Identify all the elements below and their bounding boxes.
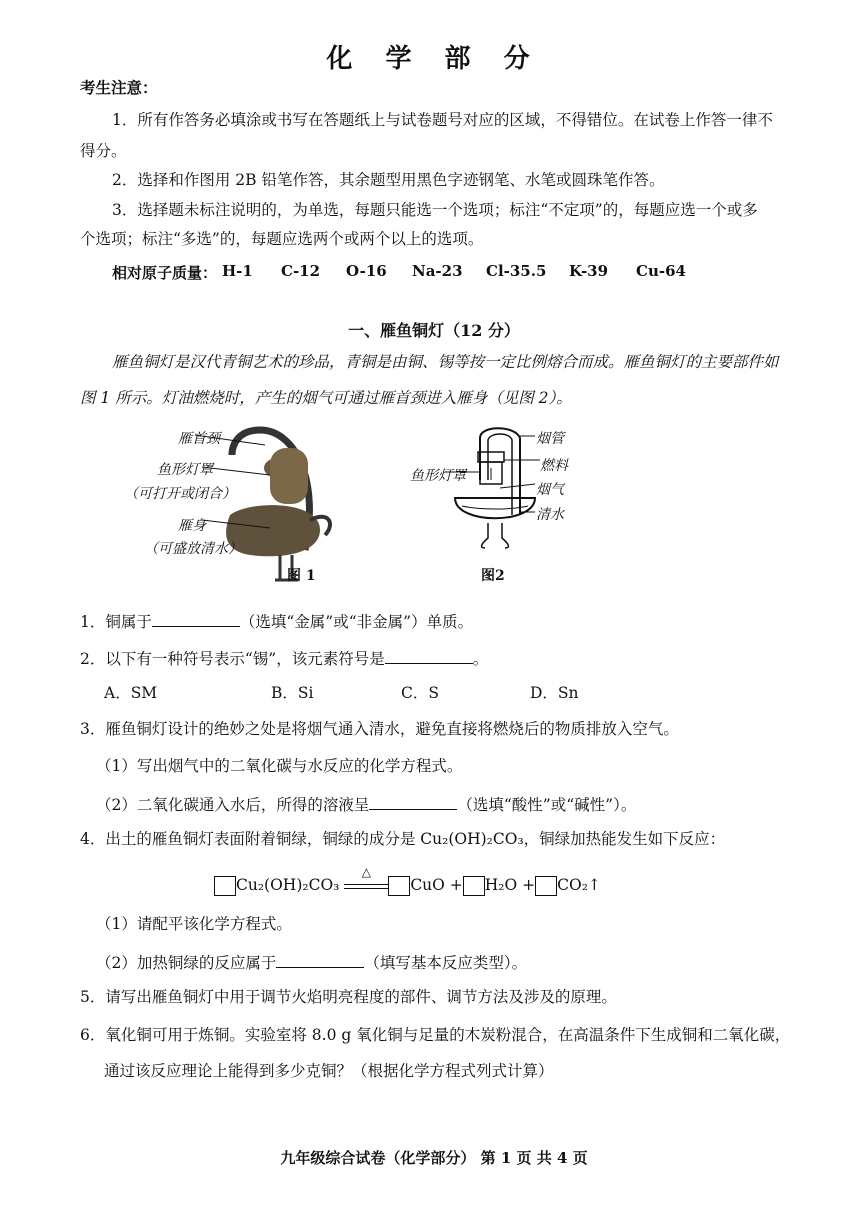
q2-option-b[interactable]: B．Si <box>271 684 314 702</box>
q4-equation <box>214 865 601 896</box>
figure-2-caption: 图2 <box>481 568 505 584</box>
atomic-mass-na: Na-23 <box>412 262 463 280</box>
eq-arrow <box>344 865 388 894</box>
q4-sub-1: （1）请配平该化学方程式。 <box>96 915 292 933</box>
notice-heading: 考生注意： <box>80 78 158 97</box>
q3-sub-2-stem: （2）二氧化碳通入水后，所得的溶液呈 <box>96 796 370 814</box>
q1-stem-end: （选填“金属”或“非金属”）单质。 <box>239 613 474 631</box>
fig1-label-body-note: （可盛放清水） <box>144 541 242 557</box>
fig1-label-shade: 鱼形灯罩 <box>157 462 213 478</box>
eq-product-2: H₂O + <box>484 876 536 894</box>
fig2-label-fuel: 燃料 <box>540 458 568 474</box>
q2-option-d[interactable]: D．Sn <box>530 684 579 702</box>
atomic-mass-o: O-16 <box>346 262 387 280</box>
figure-2 <box>440 420 550 555</box>
atomic-mass-cl: Cl-35.5 <box>486 262 547 280</box>
q4-answer-blank[interactable] <box>276 953 364 968</box>
eq-product-1: CuO + <box>410 876 463 894</box>
q3-sub-1: （1）写出烟气中的二氧化碳与水反应的化学方程式。 <box>96 757 463 775</box>
figure-1-caption: 图 1 <box>287 568 316 584</box>
atomic-mass-label: 相对原子质量： <box>112 264 218 282</box>
eq-reactant: Cu₂(OH)₂CO₃ <box>236 876 340 894</box>
q4-sub-2-stem: （2）加热铜绿的反应属于 <box>96 954 277 972</box>
fig2-label-pipe: 烟管 <box>536 431 564 447</box>
fig1-label-neck: 雁首颈 <box>178 431 220 447</box>
equals-sign <box>344 884 388 889</box>
fig1-label-body: 雁身 <box>178 518 206 534</box>
q2-option-c[interactable]: C．S <box>401 684 439 702</box>
q4-sub-2 <box>96 953 527 972</box>
q2-option-a[interactable]: A．SM <box>104 684 158 702</box>
notice-item-2: 2．选择和作图用 2B 铅笔作答，其余题型用黑色字迹钢笔、水笔或圆珠笔作答。 <box>112 171 665 189</box>
q2-stem: 2．以下有一种符号表示“锡”，该元素符号是 <box>80 650 385 668</box>
intro-line-2: 图 1 所示。灯油燃烧时，产生的烟气可通过雁首颈进入雁身（见图 2）。 <box>80 389 572 407</box>
page-title: 化 学 部 分 <box>326 44 542 74</box>
lamp-section-diagram <box>440 420 550 555</box>
notice-item-1-cont: 得分。 <box>80 142 127 160</box>
notice-item-3: 3．选择题未标注说明的，为单选，每题只能选一个选项；标注“不定项”的，每题应选一个或多 <box>112 201 758 219</box>
coef-box-3[interactable] <box>463 876 485 896</box>
atomic-mass-k: K-39 <box>569 262 609 280</box>
coef-box-1[interactable] <box>214 876 236 896</box>
intro-line-1: 雁鱼铜灯是汉代青铜艺术的珍品，青铜是由铜、锡等按一定比例熔合而成。雁鱼铜灯的主要部件如 <box>112 353 779 371</box>
q3-sub-2 <box>96 795 636 814</box>
question-5: 5．请写出雁鱼铜灯中用于调节火焰明亮程度的部件、调节方法及涉及的原理。 <box>80 988 617 1006</box>
q2-stem-end: 。 <box>472 650 489 668</box>
notice-item-3-cont: 个选项；标注“多选”的，每题应选两个或两个以上的选项。 <box>80 230 484 248</box>
coef-box-2[interactable] <box>388 876 410 896</box>
q3-sub-2-end: （选填“酸性”或“碱性”）。 <box>457 796 637 814</box>
fig2-label-smoke: 烟气 <box>536 482 564 498</box>
question-3: 3．雁鱼铜灯设计的绝妙之处是将烟气通入清水，避免直接将燃烧后的物质排放入空气。 <box>80 720 679 738</box>
fig1-label-shade-note: （可打开或闭合） <box>124 486 236 502</box>
question-2 <box>80 649 488 668</box>
q1-stem: 1．铜属于 <box>80 613 152 631</box>
question-6-cont: 通过该反应理论上能得到多少克铜？（根据化学方程式列式计算） <box>104 1062 554 1080</box>
q4-sub-2-end: （填写基本反应类型）。 <box>364 954 528 972</box>
coef-box-4[interactable] <box>535 876 557 896</box>
heat-symbol: △ <box>361 865 371 879</box>
q3-answer-blank[interactable] <box>369 795 457 810</box>
notice-item-1: 1．所有作答务必填涂或书写在答题纸上与试卷题号对应的区域，不得错位。在试卷上作答一律不 <box>112 111 773 129</box>
page-footer: 九年级综合试卷（化学部分） 第 1 页 共 4 页 <box>280 1149 588 1167</box>
q2-answer-blank[interactable] <box>385 649 473 664</box>
question-6: 6．氧化铜可用于炼铜。实验室将 8.0 g 氧化铜与足量的木炭粉混合，在高温条件下生成铜和二氧化碳， <box>80 1026 791 1044</box>
atomic-mass-h: H-1 <box>222 262 253 280</box>
atomic-mass-cu: Cu-64 <box>636 262 686 280</box>
eq-product-3: CO₂↑ <box>557 876 601 894</box>
question-4: 4．出土的雁鱼铜灯表面附着铜绿，铜绿的成分是 Cu₂(OH)₂CO₃，铜绿加热能发生如下反应： <box>80 830 726 848</box>
atomic-mass-c: C-12 <box>281 262 321 280</box>
fig2-label-shade: 鱼形灯罩 <box>410 468 466 484</box>
section-title: 一、雁鱼铜灯（12 分） <box>348 321 520 340</box>
q1-answer-blank[interactable] <box>152 612 240 627</box>
question-1 <box>80 612 473 631</box>
fig2-label-water: 清水 <box>536 507 564 523</box>
